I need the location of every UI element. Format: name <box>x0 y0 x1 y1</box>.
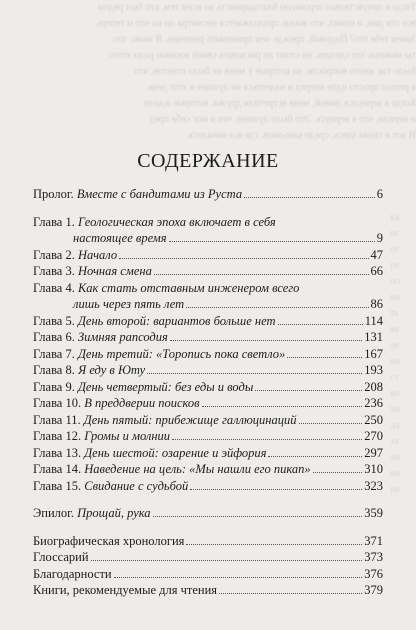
entry-label: Глава 12. <box>33 429 82 443</box>
entry-label: Глава 3. <box>33 264 75 278</box>
page-number: 131 <box>364 330 383 344</box>
toc-entry-prologue <box>33 186 383 203</box>
toc-entry-chronology <box>33 533 383 550</box>
bleed-through-text: Тогда я почувствовал огромную благодарность ко всем тем, кто был рядом все эти дни, и понял, что жизнь продолжается несмотря ни на что и теперь Зачем тебе это? Подумай, прежде чем принимать решение. Я знаю, что ты можешь это сделать, но стоит ли рисковать своей жизнью ради этого Было так много вопросов, на которые у меня не было ответов, что я решил просто идти вперед и надеяться на лучшее в этот день Когда я вернулся домой, меня встретили друзья, которые ждали и верили, что я вернусь. Это было лучшее, что я мог себе пред И вот я снова здесь, среди каньонов, где все началось <box>96 2 416 141</box>
toc-entry-chapter-11 <box>33 412 383 429</box>
entry-title: В преддверии поисков <box>84 396 200 410</box>
entry-title: День шестой: озарение и эйфория <box>84 445 267 460</box>
page-number: 193 <box>364 363 383 377</box>
entry-title: День пятый: прибежище галлюцинаций <box>83 412 297 427</box>
page-number: 66 <box>370 264 383 278</box>
toc-entry-text <box>33 186 242 203</box>
toc-entry-chapter-12 <box>33 428 383 445</box>
page-number: 323 <box>364 478 383 493</box>
dot-leader <box>170 340 362 341</box>
toc-entry-chapter-4 <box>33 280 383 297</box>
entry-label: Пролог. <box>33 187 74 201</box>
dot-leader <box>268 456 362 457</box>
entry-label: Глава 1. <box>33 214 75 229</box>
page-number: 167 <box>364 346 383 361</box>
page-number: 47 <box>370 247 383 262</box>
entry-label: Глава 8. <box>33 363 75 377</box>
dot-leader <box>202 406 363 407</box>
page-number: 270 <box>364 429 383 443</box>
toc-entry-chapter-1-continued <box>33 230 383 247</box>
dot-leader <box>186 307 368 308</box>
entry-title: Как стать отставным инженером всего <box>77 280 300 295</box>
entry-title: День второй: вариантов больше нет <box>77 313 276 328</box>
entry-label: Глава 13. <box>33 445 82 460</box>
entry-label: Глава 11. <box>33 412 81 427</box>
entry-label: Глава 9. <box>33 379 75 394</box>
entry-title: Начало <box>77 247 118 262</box>
entry-label: Глава 2. <box>33 247 75 262</box>
toc-entry-chapter-6 <box>33 329 383 346</box>
dot-leader <box>219 593 362 594</box>
page-number: 373 <box>364 550 383 564</box>
toc-entry-chapter-14 <box>33 461 383 478</box>
toc-entry-chapter-8 <box>33 362 383 379</box>
entry-label: Глава 15. <box>33 478 82 493</box>
toc-entry-chapter-1 <box>33 214 383 231</box>
entry-label: Глава 4. <box>33 280 75 295</box>
entry-title: День третий: «Торопись пока светло» <box>77 346 286 361</box>
page-number: 250 <box>364 412 383 427</box>
dot-leader <box>114 577 363 578</box>
page-number: 9 <box>376 231 383 245</box>
toc-entry-chapter-7 <box>33 346 383 363</box>
entry-label: Глава 10. <box>33 396 82 410</box>
dot-leader <box>244 197 375 198</box>
dot-leader <box>172 439 362 440</box>
dot-leader <box>119 258 368 259</box>
page-number: 208 <box>364 379 383 394</box>
page-number: 6 <box>376 187 383 201</box>
entry-title: Книги, рекомендуемые для чтения <box>33 583 218 597</box>
toc-entry-chapter-10 <box>33 395 383 412</box>
dot-leader <box>186 544 362 545</box>
entry-title: Свидание с судьбой <box>84 478 189 493</box>
toc-entry-epilogue <box>33 505 383 522</box>
entry-title: Громы и молнии <box>84 429 171 443</box>
toc-entry-chapter-9 <box>33 379 383 396</box>
page-number: 86 <box>370 297 383 311</box>
dot-leader <box>313 472 363 473</box>
page-number: 376 <box>364 566 383 581</box>
entry-label: Глава 7. <box>33 346 75 361</box>
page-number: 297 <box>364 445 383 460</box>
entry-title: Ночная смена <box>77 264 152 278</box>
page-number: 114 <box>364 313 383 328</box>
toc-entry-chapter-2 <box>33 247 383 264</box>
entry-label: Глава 5. <box>33 313 75 328</box>
entry-title: Я еду в Юту <box>77 363 146 377</box>
entry-title: Наведение на цель: «Мы нашли его пикап» <box>84 462 311 476</box>
bleed-through-margin: ка ис от ре по ни ть ва ле но ст ко ти да за ли на ра <box>390 212 401 495</box>
toc-entry-chapter-4-continued <box>33 296 383 313</box>
dot-leader <box>91 560 363 561</box>
dot-leader <box>153 516 363 517</box>
toc-entry-further-reading <box>33 582 383 599</box>
entry-title: Глоссарий <box>33 550 89 564</box>
entry-label: Глава 6. <box>33 330 75 344</box>
entry-title: День четвертый: без еды и воды <box>77 379 254 394</box>
toc-entry-glossary <box>33 549 383 566</box>
contents-heading: СОДЕРЖАНИЕ <box>137 150 279 172</box>
dot-leader <box>278 324 363 325</box>
dot-leader <box>169 241 375 242</box>
entry-title: Благодарности <box>33 566 112 581</box>
table-of-contents <box>33 186 383 599</box>
page-number: 359 <box>364 506 383 520</box>
entry-label: Эпилог. <box>33 506 74 520</box>
dot-leader <box>255 390 362 391</box>
dot-leader <box>299 423 363 424</box>
toc-entry-chapter-15 <box>33 478 383 495</box>
entry-title-continued: лишь через пять лет <box>73 297 185 311</box>
entry-label: Глава 14. <box>33 462 82 476</box>
toc-entry-chapter-13 <box>33 445 383 462</box>
page-number: 371 <box>364 533 383 548</box>
toc-entry-chapter-3 <box>33 263 383 280</box>
dot-leader <box>154 274 369 275</box>
entry-title: Биографическая хронология <box>33 533 185 548</box>
entry-title: Прощай, рука <box>77 506 151 520</box>
toc-entry-chapter-5 <box>33 313 383 330</box>
chapter-list <box>33 214 383 495</box>
dot-leader <box>190 489 362 490</box>
toc-entry-acknowledgements <box>33 566 383 583</box>
page-number: 236 <box>364 396 383 410</box>
dot-leader <box>287 357 362 358</box>
entry-title: Вместе с бандитами из Руста <box>76 187 243 201</box>
dot-leader <box>147 373 362 374</box>
page-number: 310 <box>364 462 383 476</box>
entry-title: Геологическая эпоха включает в себя <box>77 214 276 229</box>
back-matter-list <box>33 533 383 599</box>
entry-title: Зимняя рапсодия <box>77 330 168 344</box>
entry-title-continued: настоящее время <box>73 231 167 245</box>
page-number: 379 <box>364 583 383 597</box>
